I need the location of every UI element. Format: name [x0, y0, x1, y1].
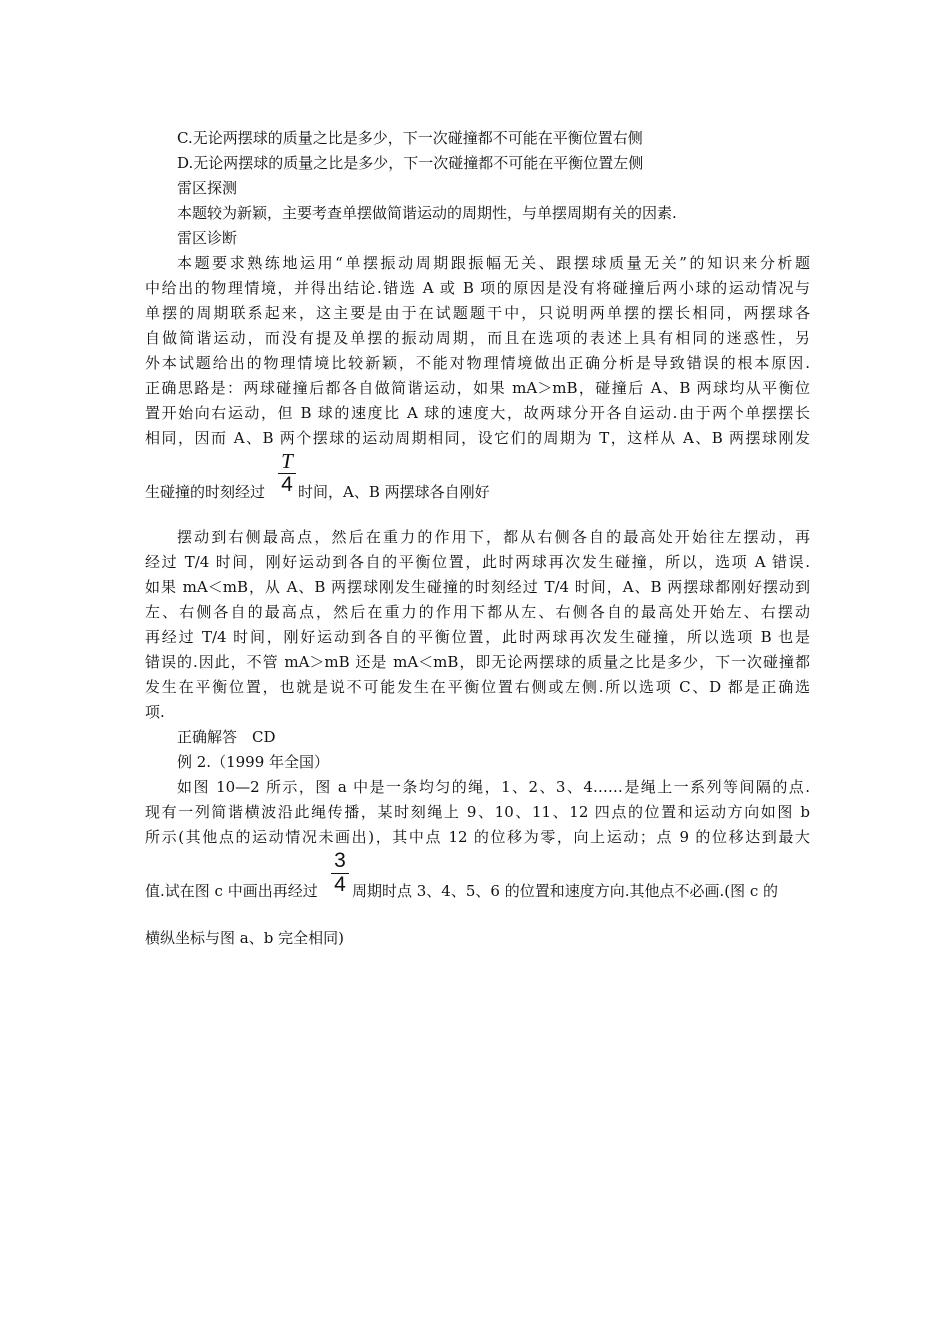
paragraph-line: 周期时点 3、4、5、6 的位置和速度方向.其他点不必画.(图 c 的: [352, 882, 779, 900]
option-c: C.无论两摆球的质量之比是多少，下一次碰撞都不可能在平衡位置右侧: [177, 129, 643, 147]
paragraph-line: 所示(其他点的运动情况未画出)，其中点 12 的位移为零，向上运动；点 9 的位移达到最大: [145, 828, 810, 846]
section-heading-detect: 雷区探测: [177, 179, 238, 197]
paragraph-line: 自做简谐运动，而没有提及单摆的振动周期，而且在选项的表述上具有相同的迷惑性，另: [145, 329, 810, 347]
paragraph-line: 发生在平衡位置，也就是说不可能发生在平衡位置右侧或左侧.所以选项 C、D 都是正确选: [145, 678, 810, 696]
paragraph-line: 现有一列简谐横波沿此绳传播，某时刻绳上 9、10、11、12 四点的位置和运动方向如图 b: [145, 803, 810, 821]
paragraph-line: 经过 T/4 时间，刚好运动到各自的平衡位置，此时两球再次发生碰撞，所以，选项 A 错误.: [145, 553, 810, 571]
example-heading: 例 2.（1999 年全国）: [177, 753, 330, 771]
paragraph-line: 值.试在图 c 中画出再经过: [145, 882, 318, 900]
paragraph-line: 生碰撞的时刻经过: [145, 483, 266, 501]
option-d: D.无论两摆球的质量之比是多少，下一次碰撞都不可能在平衡位置左侧: [177, 154, 644, 172]
paragraph-line: 外本试题给出的物理情境比较新颖，不能对物理情境做出正确分析是导致错误的根本原因.: [145, 354, 810, 372]
paragraph-line: 本题要求熟练地运用“单摆振动周期跟振幅无关、跟摆球质量无关”的知识来分析题: [177, 254, 810, 272]
paragraph-line: 正确思路是：两球碰撞后都各自做简谐运动，如果 mA＞mB，碰撞后 A、B 两球均从平衡位: [145, 379, 810, 397]
section-heading-diagnose: 雷区诊断: [177, 229, 238, 247]
paragraph-line: 单摆的周期联系起来，这主要是由于在试题题干中，只说明两单摆的摆长相同，两摆球各: [145, 304, 810, 322]
paragraph-line: 再经过 T/4 时间，刚好运动到各自的平衡位置，此时两球再次发生碰撞，所以选项 B 也是: [145, 628, 810, 646]
paragraph-line: 相同，因而 A、B 两个摆球的运动周期相同，设它们的周期为 T，这样从 A、B 两摆球刚发: [145, 429, 810, 447]
paragraph-line: 项.: [145, 703, 165, 721]
paragraph-line: 横纵坐标与图 a、b 完全相同): [145, 929, 344, 947]
paragraph-line: 时间，A、B 两摆球各自刚好: [298, 483, 490, 501]
document-page: C.无论两摆球的质量之比是多少，下一次碰撞都不可能在平衡位置右侧 D.无论两摆球的质量之比是多少，下一次碰撞都不可能在平衡位置左侧 雷区探测 本题较为新颖，主要考查单摆做简谐运动的周期性，与单摆周期有关的因素. 雷区诊断 本题要求熟练地运用“单摆振动周期跟振幅无关、跟摆球质量无关”的知识来分析题 中给出的物理情境，并得出结论.错选 A 或 B 项的原因是没有将碰撞后两小球的运动情况与 单摆的周期联系起来，这主要是由于在试题题干中，只说明两单摆的摆长相同，两摆球各 自做简谐运动，而没有提及单摆的振动周期，而且在选项的表述上具有相同的迷惑性，另 外本试题给出的物理情境比较新颖，不能对物理情境做出正确分析是导致错误的根本原因. 正确思路是：两球碰撞后都各自做简谐运动，如果 mA＞mB，碰撞后 A、B 两球均从平衡位 置开始向右运动，但 B 球的速度比 A 球的速度大，故两球分开各自运动.由于两个单摆摆长 相同，因而 A、B 两个摆球的运动周期相同，设它们的周期为 T，这样从 A、B 两摆球刚发 生碰撞的时刻经过 T 4 时间，A、B 两摆球各自刚好 摆动到右侧最高点，然后在重力的作用下，都从右侧各自的最高处开始往左摆动，再 经过 T/4 时间，刚好运动到各自的平衡位置，此时两球再次发生碰撞，所以，选项 A 错误. 如果 mA＜mB，从 A、B 两摆球刚发生碰撞的时刻经过 T/4 时间，A、B 两摆球都刚好摆动到 左、右侧各自的最高点，然后在重力的作用下都从左、右侧各自的最高处开始左、右摆动 再经过 T/4 时间，刚好运动到各自的平衡位置，此时两球再次发生碰撞，所以选项 B 也是 错误的.因此，不管 mA＞mB 还是 mA＜mB，即无论两摆球的质量之比是多少，下一次碰撞都 发生在平衡位置，也就是说不可能发生在平衡位置右侧或左侧.所以选项 C、D 都是正确选 项. 正确解答 CD 例 2.（1999 年全国） 如图 10—2 所示，图 a 中是一条均匀的绳，1、2、3、4……是绳上一系列等间隔的点. 现有一列简谐横波沿此绳传播，某时刻绳上 9、10、11、12 四点的位置和运动方向如图 b 所示(其他点的运动情况未画出)，其中点 12 的位移为零，向上运动；点 9 的位移达到最大 值.试在图 c 中画出再经过 3 4 周期时点 3、4、5、6 的位置和速度方向.其他点不必画.(图 c 的 横纵坐标与图 a、b 完全相同): [0, 0, 950, 1344]
paragraph-line: 如图 10—2 所示，图 a 中是一条均匀的绳，1、2、3、4……是绳上一系列等间隔的点.: [177, 778, 810, 796]
paragraph-line: 摆动到右侧最高点，然后在重力的作用下，都从右侧各自的最高处开始往左摆动，再: [177, 528, 810, 546]
paragraph-line: 中给出的物理情境，并得出结论.错选 A 或 B 项的原因是没有将碰撞后两小球的运动情况与: [145, 279, 810, 297]
paragraph-line: 错误的.因此，不管 mA＞mB 还是 mA＜mB，即无论两摆球的质量之比是多少，下一次碰撞都: [145, 653, 810, 671]
paragraph-line: 左、右侧各自的最高点，然后在重力的作用下都从左、右侧各自的最高处开始左、右摆动: [145, 603, 810, 621]
paragraph-line: 如果 mA＜mB，从 A、B 两摆球刚发生碰撞的时刻经过 T/4 时间，A、B 两摆球都刚好摆动到: [145, 578, 810, 596]
paragraph-line: 置开始向右运动，但 B 球的速度比 A 球的速度大，故两球分开各自运动.由于两个单摆摆长: [145, 404, 810, 422]
correct-answer: 正确解答 CD: [177, 728, 276, 746]
paragraph-line: 本题较为新颖，主要考查单摆做简谐运动的周期性，与单摆周期有关的因素.: [177, 204, 677, 222]
